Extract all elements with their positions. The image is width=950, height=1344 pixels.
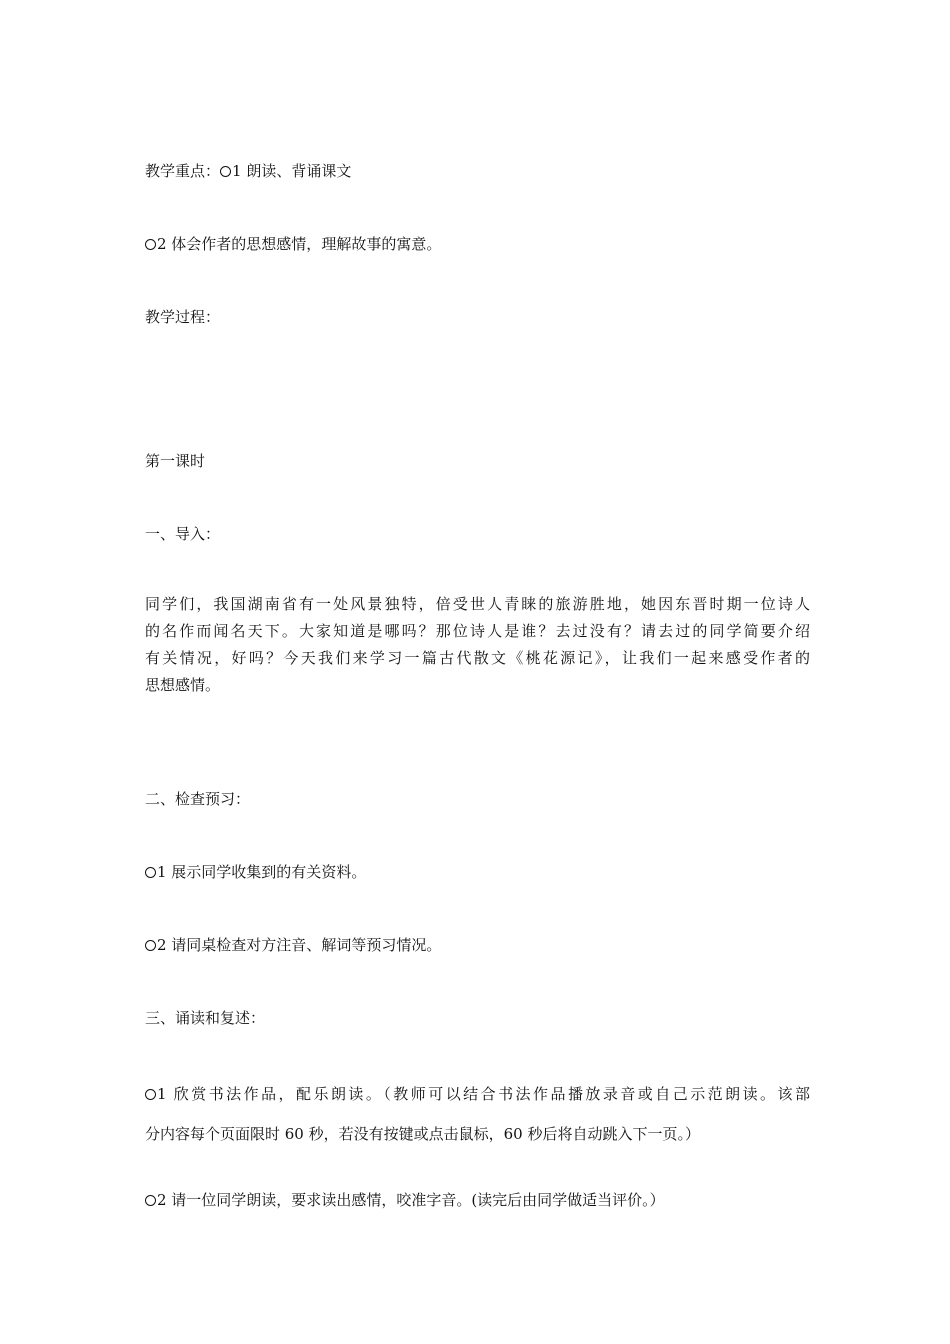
- preview-item-2: 2 请同桌检查对方注音、解词等预习情况。: [157, 936, 442, 954]
- teaching-focus-item-2-line: [145, 231, 810, 258]
- reading-item-2: 2 请一位同学朗读，要求读出感情，咬准字音。(读完后由同学做适当评价。）: [157, 1191, 665, 1209]
- reading-item-1: [145, 1074, 810, 1154]
- intro-line-2: 的名作而闻名天下。大家知道是哪吗？那位诗人是谁？去过没有？请去过的同学简要介绍: [145, 622, 810, 640]
- preview-item-1-line: [145, 859, 810, 886]
- process-label: 教学过程：: [145, 308, 221, 326]
- circle-bullet-icon: [145, 239, 156, 250]
- intro-line-4: 思想感情。: [145, 676, 221, 694]
- circle-bullet-icon: [145, 1195, 156, 1206]
- preview-heading: 二、检查预习：: [145, 790, 251, 808]
- reading-item-1-line-2: 分内容每个页面限时 60 秒，若没有按键或点击鼠标，60 秒后将自动跳入下一页。）: [145, 1125, 700, 1143]
- intro-heading: 一、导入：: [145, 525, 221, 543]
- intro-line-3: 有关情况，好吗？今天我们来学习一篇古代散文《桃花源记》，让我们一起来感受作者的: [145, 649, 810, 667]
- intro-line-1: 同学们，我国湖南省有一处风景独特，倍受世人青睐的旅游胜地，她因东晋时期一位诗人: [145, 595, 810, 613]
- preview-item-2-line: [145, 932, 810, 959]
- circle-bullet-icon: [145, 940, 156, 951]
- circle-bullet-icon: [145, 867, 156, 878]
- reading-heading: 三、诵读和复述：: [145, 1009, 266, 1027]
- circle-bullet-icon: [145, 1089, 156, 1100]
- reading-item-1-line-1: [145, 1074, 810, 1114]
- teaching-focus-item-1: 1 朗读、背诵课文: [232, 162, 352, 180]
- reading-item-1-text-1: 1 欣赏书法作品，配乐朗读。（教师可以结合书法作品播放录音或自己示范朗读。该部: [157, 1085, 810, 1103]
- teaching-focus-item-2: 2 体会作者的思想感情，理解故事的寓意。: [157, 235, 442, 253]
- teaching-focus-line: [145, 158, 810, 185]
- reading-item-2-line: [145, 1187, 810, 1214]
- lesson-title: 第一课时: [145, 452, 206, 470]
- teaching-focus-label: 教学重点：: [145, 162, 221, 180]
- circle-bullet-icon: [220, 166, 231, 177]
- preview-item-1: 1 展示同学收集到的有关资料。: [157, 863, 367, 881]
- intro-paragraph: [145, 591, 810, 699]
